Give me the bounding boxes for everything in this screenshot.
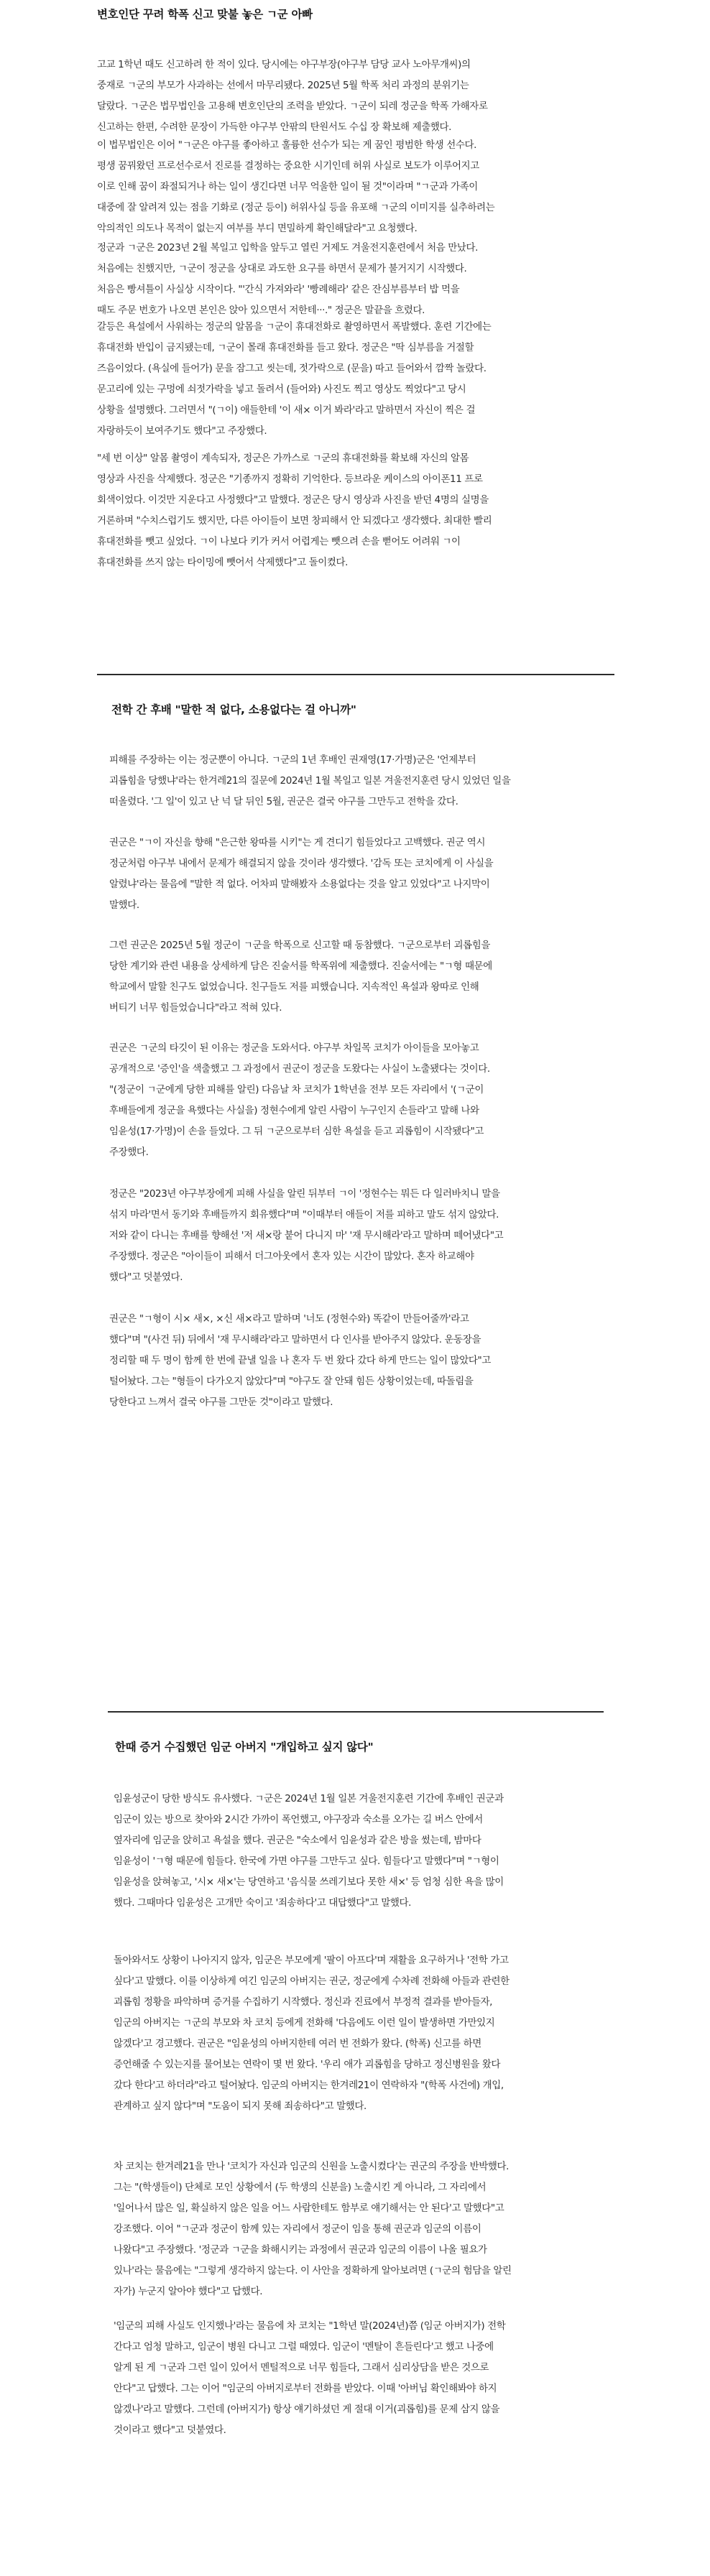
paragraph-line: 달랐다. ㄱ군은 법무법인을 고용해 변호인단의 조력을 받았다. ㄱ군이 되레 정군을 학폭 가해자로 [97,101,488,112]
paragraph [114,1950,510,2117]
paragraph-line: 영상과 사진을 삭제했다. 정군은 "기종까지 정확히 기억한다. 등브라운 케이스의 아이폰11 프로 [97,473,483,485]
paragraph-line: 털어놨다. 그는 "형들이 다가오지 않았다"며 "야구도 잘 안돼 힘든 상황이었는데, 따돌림을 [109,1376,474,1387]
section-title: 한때 증거 수집했던 임군 아버지 "개입하고 싶지 않다" [115,1741,374,1753]
paragraph [109,750,511,812]
paragraph-line: 강조했다. 이어 "ㄱ군과 정군이 함께 있는 자리에서 정군이 임을 통해 권군과 임군의 이름이 [114,2223,481,2235]
paragraph-line: 피해를 주장하는 이는 정군뿐이 아니다. ㄱ군의 1년 후배인 권재영(17·가명)군은 '언제부터 [109,754,476,766]
paragraph-line: 대중에 잘 알려져 있는 점을 기화로 (정군 등이) 허위사실 등을 유포해 ㄱ군의 이미지를 실추하려는 [97,202,495,213]
paragraph-line: 중재로 ㄱ군의 부모가 사과하는 선에서 마무리됐다. 2025년 5월 학폭 처리 과정의 분위기는 [97,80,469,91]
paragraph [109,1184,503,1288]
paragraph-line: 임윤성(17·가명)이 손을 들었다. 그 뒤 ㄱ군으로부터 심한 욕설을 듣고 괴롭힘이 시작됐다"고 [109,1126,484,1137]
paragraph-line: 권군은 "ㄱ형이 시× 새×, ×신 새×라고 말하며 '너도 (정현수와) 똑같이 만들어줄까'라고 [109,1313,469,1325]
paragraph-line: 자랑하듯이 보여주기도 했다"고 주장했다. [97,425,267,437]
paragraph-line: 갈등은 욕설에서 사워하는 정군의 알몸을 ㄱ군이 휴대전화로 촬영하면서 폭발했다. 훈련 기간에는 [97,321,492,333]
paragraph-line: 그런 권군은 2025년 5월 정군이 ㄱ군을 학폭으로 신고할 때 동참했다. ㄱ군으로부터 괴롭힘을 [109,940,491,951]
paragraph [114,2156,512,2302]
paragraph-line: "(정군이 ㄱ군에게 당한 피해를 알린) 다음날 차 코치가 1학년을 전부 모든 자리에서 '(ㄱ군이 [109,1084,484,1095]
paragraph-line: 휴대전화 반입이 금지됐는데, ㄱ군이 몰래 휴대전화를 들고 왔다. 정군은 "딱 심부름을 거절할 [97,342,474,353]
paragraph-line: 알렸냐'라는 물음에 "말한 적 없다. 어차피 말해봤자 소용없다는 것을 알고 있었다"고 나지막이 [109,879,490,890]
paragraph-line: 고교 1학년 때도 신고하려 한 적이 있다. 당시에는 야구부장(야구부 담당 교사 노아무개씨)의 [97,59,471,70]
paragraph-line: 있나'라는 물음에는 "그렇게 생각하지 않는다. 이 사안을 정확하게 알아보려면 (ㄱ군의 험담을 알린 [114,2265,512,2276]
paragraph-line: 정군과 ㄱ군은 2023년 2월 복일고 입학을 앞두고 열린 거제도 겨울전지훈련에서 처음 만났다. [97,242,479,254]
paragraph-line: 권군은 "ㄱ이 자신을 향해 "은근한 왕따를 시키"는 게 견디기 힘들었다고 고백했다. 권군 역시 [109,837,486,848]
paragraph-line: 권군은 ㄱ군의 타깃이 된 이유는 정군을 도와서다. 야구부 차일목 코치가 아이들을 모아놓고 [109,1042,479,1054]
paragraph [97,448,492,573]
paragraph-line: 관계하고 싶지 않다"며 "도움이 되지 못해 죄송하다"고 말했다. [114,2100,366,2112]
paragraph-line: 정군처럼 야구부 내에서 문제가 해결되지 않을 것이라 생각했다. '감독 또는 코치에게 이 사실을 [109,858,494,869]
paragraph-line: 즈음이었다. (욕실에 들어가) 문을 잠그고 씻는데, 젓가락으로 (문을) 따고 들어와서 깜짝 놀랐다. [97,363,487,374]
paragraph-line: 싶다'고 말했다. 이를 이상하게 여긴 임군의 아버지는 권군, 정군에게 수차례 전화해 아들과 관련한 [114,1975,510,1987]
paragraph-line: 당한다고 느껴서 결국 야구를 그만둔 것"이라고 말했다. [109,1396,333,1408]
paragraph-line: 주장했다. [109,1146,149,1158]
paragraph-line: 회색이었다. 이것만 지운다고 사정했다"고 말했다. 정군은 당시 영상과 사진을 받던 4명의 실명을 [97,494,489,506]
paragraph [114,2316,505,2441]
paragraph-line: "세 번 이상" 알몸 촬영이 계속되자, 정군은 가까스로 ㄱ군의 휴대전화를 확보해 자신의 알몸 [97,453,469,464]
paragraph-line: 갔다 한다'고 하더라"라고 털어놨다. 임군의 아버지는 한겨레21이 연락하자 "(학폭 사건에) 개입, [114,2080,504,2091]
paragraph-line: 처음에는 친했지만, ㄱ군이 정군을 상대로 과도한 요구를 하면서 문제가 불거지기 시작했다. [97,263,467,274]
paragraph-line: 공개적으로 '증인'을 색출했고 그 과정에서 권군이 정군을 도왔다는 사실이 노출됐다는 것이다. [109,1063,490,1075]
paragraph [97,238,478,321]
paragraph-line: 증언해줄 수 있는지를 물어보는 연락이 몇 번 왔다. '우리 애가 괴롭힘을 당하고 정신병원을 왔다 [114,2059,501,2070]
paragraph-line: 당한 계기와 관련 내용을 상세하게 담은 진술서를 학폭위에 제출했다. 진술서에는 "ㄱ형 때문에 [109,960,492,972]
paragraph-line: 임군의 아버지는 ㄱ군의 부모와 차 코치 등에게 전화해 '다음에도 이런 일이 발생하면 가만있지 [114,2017,495,2029]
paragraph-line: 했다"고 덧붙였다. [109,1271,183,1283]
paragraph-line: 차 코치는 한겨레21을 만나 '코치가 자신과 임군의 신원을 노출시켰다'는 권군의 주장을 반박했다. [114,2161,510,2172]
paragraph-line: 후배들에게 정군을 욕했다는 사실을) 정현수에게 알린 사람이 누구인지 손들라'고 말해 나와 [109,1105,479,1116]
paragraph-line: 것이라고 했다"고 덧붙였다. [114,2424,226,2436]
paragraph-line: 돌아와서도 상황이 나아지지 않자, 임군은 부모에게 '팔이 아프다'며 재활을 요구하거나 '전학 가고 [114,1955,509,1966]
paragraph-line: 나왔다"고 주장했다. '정군과 ㄱ군을 화해시키는 과정에서 권군과 임군의 이름이 나올 필요가 [114,2244,487,2256]
paragraph-line: 떠올렸다. '그 일'이 있고 난 넉 달 뒤인 5월, 권군은 결국 야구를 그만두고 전학을 갔다. [109,796,458,807]
paragraph [109,1309,491,1413]
paragraph-line: 이 법무법인은 이어 "ㄱ군은 야구를 좋아하고 훌륭한 선수가 되는 게 꿈인 평범한 학생 선수다. [97,139,477,151]
paragraph-line: 그는 "(학생들이) 단체로 모인 상황에서 (두 학생의 신분을) 노출시킨 게 아니라, 그 자리에서 [114,2182,487,2193]
section-title: 변호인단 꾸려 학폭 신고 맞불 놓은 ㄱ군 아빠 [97,8,313,21]
paragraph [109,833,493,916]
paragraph-line: 정리할 때 두 명이 함께 한 번에 끝낼 일을 나 혼자 두 번 왔다 갔다 하게 만드는 일이 많았다"고 [109,1355,491,1366]
paragraph [97,55,488,138]
paragraph-line: 거론하며 "수치스럽기도 했지만, 다른 아이들이 보면 창피해서 안 되겠다고 생각했다. 최대한 빨리 [97,515,492,527]
paragraph-line: 때도 주문 번호가 나오면 본인은 앉아 있으면서 저한테···." 정군은 말끝을 흐렸다. [97,305,425,316]
paragraph-line: 임군이 있는 방으로 찾아와 2시간 가까이 폭언했고, 야구장과 숙소를 오가는 길 버스 안에서 [114,1814,483,1825]
paragraph [97,135,494,239]
paragraph-line: 악의적인 의도나 목적이 없는지 여부를 부디 면밀하게 확인해달라"고 요청했다. [97,223,418,234]
section-divider [97,674,614,675]
paragraph [114,1789,504,1914]
section-divider [108,1711,604,1713]
paragraph-line: 처음은 빵셔틀이 사실상 시작이다. "'간식 가져와라' '빵례해라' 같은 잔심부름부터 밥 먹을 [97,284,460,295]
section-title: 전학 간 후배 "말한 적 없다, 소용없다는 걸 아니까" [111,703,356,716]
paragraph-line: 자가) 누군지 알아야 했다"고 답했다. [114,2286,263,2297]
paragraph-line: 임윤성군이 당한 방식도 유사했다. ㄱ군은 2024년 1월 일본 겨울전지훈련 기간에 후배인 권군과 [114,1793,504,1804]
paragraph-line: 옆자리에 임군을 앉히고 욕설을 했다. 권군은 "숙소에서 임윤성과 같은 방을 썼는데, 밤마다 [114,1835,481,1846]
paragraph-line: 않겠나'라고 말했다. 그런데 (아버지가) 항상 얘기하셨던 게 절대 이거(괴롭힘)를 문제 삼지 않을 [114,2404,500,2415]
paragraph [109,1038,490,1163]
paragraph-line: 학교에서 말할 친구도 없었습니다. 친구들도 저를 피했습니다. 지속적인 욕설과 왕따로 인해 [109,981,479,993]
paragraph-line: 했다"며 "(사건 뒤) 뒤에서 '재 무시해라'라고 말하면서 다 인사를 받아주지 않았다. 운동장을 [109,1334,481,1345]
paragraph-line: 괴롭힘을 당했냐'라는 한겨레21의 질문에 2024년 1월 복일고 일본 겨울전지훈련 당시 있었던 일을 [109,775,511,787]
paragraph-line: 섞지 마라'면서 동기와 후배들까지 회유했다"며 "이때부터 애들이 저를 피하고 말도 섞지 않았다. [109,1209,499,1220]
paragraph-line: 안다"고 답했다. 그는 이어 "임군의 아버지로부터 전화를 받았다. 이때 '아버님 확인해봐야 하지 [114,2383,497,2394]
paragraph-line: 알게 된 게 ㄱ군과 그런 일이 있어서 멘털적으로 너무 힘들다, 그래서 심리상담을 받은 것으로 [114,2362,489,2373]
paragraph-line: 신고하는 한편, 수려한 문장이 가득한 야구부 안팎의 탄원서도 수십 장 확보해 제출했다. [97,121,452,133]
paragraph-line: 저와 같이 다니는 후배를 향해선 '저 새×랑 붙어 다니지 마' '재 무시해라'라고 말하며 떼어냈다"고 [109,1230,504,1241]
paragraph-line: 했다. 그때마다 임윤성은 고개만 숙이고 '죄송하다'고 대답했다"고 말했다. [114,1897,412,1909]
paragraph [109,935,492,1019]
paragraph-line: 주장했다. 정군은 "아이들이 피해서 더그아웃에서 혼자 있는 시간이 많았다. 혼자 하교해야 [109,1251,474,1262]
paragraph-line: 임윤성을 앉혀놓고, '시× 새×'는 당연하고 '음식물 쓰레기보다 못한 새×' 등 엄청 심한 욕을 많이 [114,1876,504,1888]
paragraph-line: 버티기 너무 힘들었습니다"라고 적혀 있다. [109,1002,282,1014]
paragraph-line: 휴대전화를 쓰지 않는 타이밍에 뺏어서 삭제했다"고 돌이켰다. [97,557,349,568]
paragraph-line: 말했다. [109,899,139,911]
paragraph-line: '일어나서 많은 일, 확실하지 않은 일을 어느 사람한테도 함부로 얘기해서는 안 된다'고 말했다"고 [114,2202,504,2214]
paragraph-line: 않겠다'고 경고했다. 권군은 "임윤성의 아버지한테 여러 번 전화가 왔다. (학폭) 신고를 하면 [114,2038,481,2049]
paragraph-line: 이로 인해 꿈이 좌절되거나 하는 일이 생긴다면 너무 억울한 일이 될 것"이라며 "ㄱ군과 가족이 [97,181,478,193]
paragraph [97,317,491,442]
paragraph-line: '임군의 피해 사실도 인지했나'라는 물음에 차 코치는 "1학년 말(2024년)쯤 (임군 아버지가) 전학 [114,2320,506,2332]
paragraph-line: 평생 꿈꿔왔던 프로선수로서 진로를 결정하는 중요한 시기인데 허위 사실로 보도가 이루어지고 [97,160,479,172]
paragraph-line: 휴대전화를 뺏고 싶었다. ㄱ이 나보다 키가 커서 어렵게는 뺏으려 손을 뻗어도 어려워 ㄱ이 [97,536,461,547]
paragraph-line: 간다고 엄청 말하고, 임군이 병원 다니고 그럴 때였다. 임군이 '멘탈이 흔들린다'고 했고 나중에 [114,2341,494,2353]
paragraph-line: 문고리에 있는 구멍에 쇠젓가락을 넣고 돌려서 (들어와) 사진도 찍고 영상도 찍었다"고 당시 [97,384,466,395]
paragraph-line: 정군은 "2023년 야구부장에게 피해 사실을 알린 뒤부터 ㄱ이 '정현수는 뭐든 다 일러바치니 말을 [109,1188,500,1200]
paragraph-line: 상황을 설명했다. 그러면서 "(ㄱ이) 애들한테 '이 새× 이거 봐라'라고 말하면서 자신이 찍은 걸 [97,404,476,416]
paragraph-line: 임윤성이 'ㄱ형 때문에 힘들다. 한국에 가면 야구를 그만두고 싶다. 힘들다'고 말했다"며 "ㄱ형이 [114,1855,499,1867]
paragraph-line: 괴롭힘 정황을 파악하며 증거를 수집하기 시작했다. 정신과 진료에서 부정적 결과를 받아들자, [114,1996,493,2008]
